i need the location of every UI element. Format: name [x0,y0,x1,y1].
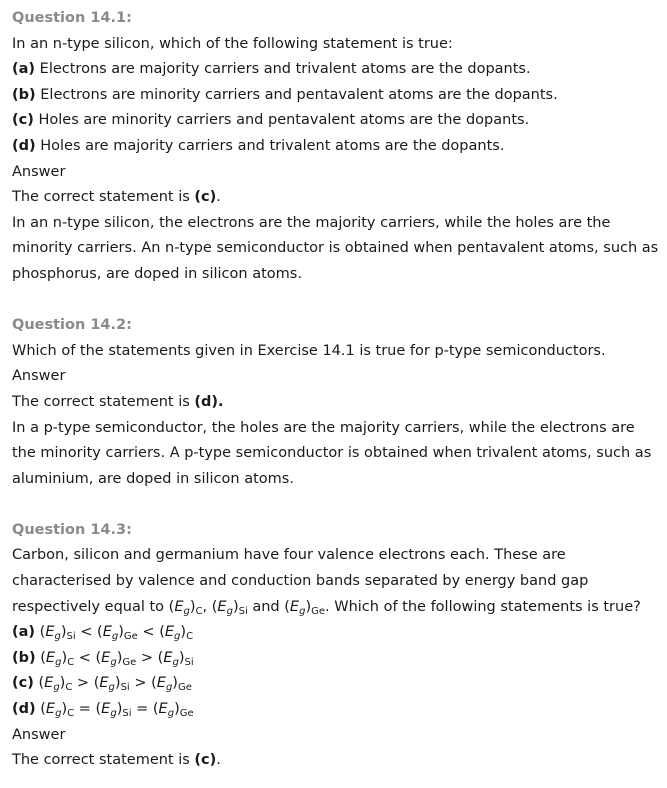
relation-operator: < [74,649,96,666]
option-label: (b) [12,649,36,666]
paren-close: ) [180,624,187,641]
energy-symbol: E [164,624,175,641]
correct-value: (d). [194,393,224,410]
paren-close: ) [114,675,121,692]
option-b [12,83,655,109]
gap-subscript: g [54,631,61,643]
element-subscript: Si [120,682,130,694]
question-heading: Question 14.1: [12,10,132,26]
text-fragment: respectively equal to [12,598,169,615]
question-text: In an n-type silicon, which of the following statement is true: [12,35,453,52]
gap-subscript: g [226,605,233,617]
answer-label: Answer [12,368,66,385]
option-c [12,108,655,134]
relation-operator: < [137,624,160,641]
paren-open: ( [40,701,46,718]
paren-open: ( [39,624,46,641]
gap-subscript: g [183,605,190,617]
paren-open: ( [40,649,46,666]
gap-subscript: g [174,631,181,643]
element-subscript: Ge [123,631,138,643]
paren-open: ( [284,598,290,615]
band-gap-carbon [159,624,194,643]
energy-symbol: E [289,598,300,615]
paren-close: ) [174,701,180,718]
band-gap-silicon [95,701,132,720]
paren-close: ) [59,675,66,692]
element-subscript: Si [238,605,248,617]
question-text: characterised by valence and conduction bands separated by energy band gap [12,573,589,590]
option-label: (d) [12,701,36,718]
text-fragment: and [247,598,285,615]
paren-open: ( [97,624,103,641]
band-gap-silicon [93,675,130,694]
band-gap-silicon [212,599,248,615]
correct-prefix: The correct statement is [12,393,195,410]
option-label: (b) [12,86,36,103]
question-14-1 [12,6,659,288]
answer-label: Answer [12,163,66,180]
relation-operator: > [72,675,94,692]
energy-symbol: E [156,675,166,692]
band-gap-silicon [39,624,76,643]
gap-subscript: g [110,708,117,720]
question-heading: Question 14.2: [12,317,132,334]
paren-close: ) [61,701,68,718]
text-fragment: , [202,598,212,615]
band-gap-germanium [97,624,138,643]
energy-symbol: E [163,649,173,666]
paren-close: ) [61,649,68,666]
paren-close: ) [189,598,196,615]
answer-label: Answer [12,726,66,743]
energy-symbol: E [45,649,56,666]
element-subscript: C [195,605,203,617]
element-subscript: C [67,656,75,668]
relation-operator: > [129,675,152,692]
gap-subscript: g [110,656,117,668]
option-text: Electrons are minority carriers and pentavalent atoms are the dopants. [35,86,558,103]
correct-suffix: . [216,189,221,206]
band-gap-carbon [40,701,75,720]
energy-symbol: E [102,624,112,641]
question-14-2 [12,313,655,492]
option-a [12,620,655,646]
question-text: Carbon, silicon and germanium have four valence electrons each. These are [12,547,566,564]
paren-open: ( [157,649,164,666]
gap-subscript: g [108,682,115,694]
question-heading: Question 14.3: [12,521,132,538]
paren-open: ( [152,701,159,718]
option-b [12,646,655,672]
option-d [12,697,655,723]
paren-close: ) [116,649,123,666]
paren-open: ( [38,675,45,692]
element-subscript: C [186,631,194,643]
gap-subscript: g [167,708,175,720]
relation-operator: > [136,649,158,666]
element-subscript: C [65,682,73,694]
correct-statement [12,185,655,211]
option-label: (c) [12,112,34,129]
correct-value: (c) [194,189,217,206]
element-subscript: Ge [122,656,137,668]
option-label: (a) [12,624,36,641]
gap-subscript: g [299,605,306,617]
gap-subscript: g [53,682,60,694]
energy-symbol: E [99,675,109,692]
option-text: Electrons are majority carriers and trivalent atoms are the dopants. [35,61,531,78]
gap-subscript: g [165,682,173,694]
gap-subscript: g [111,631,119,643]
band-gap-germanium [95,650,136,666]
energy-symbol: E [45,624,55,641]
correct-prefix: The correct statement is [12,189,195,206]
option-text: Holes are majority carriers and trivalent atoms are the dopants. [35,137,505,154]
question-14-3 [12,518,655,774]
paren-close: ) [118,624,124,641]
correct-statement [12,390,655,416]
explanation-line: minority carriers. An n-type semiconductor is obtained when pentavalent atoms, such as [12,240,659,257]
element-subscript: Si [122,708,132,720]
correct-prefix: The correct statement is [12,752,195,769]
energy-symbol: E [45,701,56,718]
relation-operator: < [75,624,98,641]
option-label: (d) [12,137,36,154]
paren-open: ( [168,598,175,615]
paren-open: ( [93,675,100,692]
paren-close: ) [232,598,239,615]
option-a [12,57,655,83]
element-subscript: Ge [311,605,326,617]
gap-subscript: g [55,656,62,668]
element-subscript: C [67,708,75,720]
explanation-line: the minority carriers. A p-type semiconductor is obtained when trivalent atoms, such as [12,445,652,462]
correct-suffix: . [216,752,221,769]
paren-close: ) [178,649,185,666]
question-text-bandgaps [12,595,655,621]
energy-symbol: E [101,649,111,666]
band-gap-carbon [169,599,203,615]
band-gap-carbon [40,650,74,666]
paren-open: ( [211,598,218,615]
section-spacer [12,492,655,518]
relation-operator: = [131,701,153,718]
gap-subscript: g [172,656,179,668]
element-subscript: Ge [179,708,194,720]
energy-symbol: E [101,701,111,718]
element-subscript: Ge [177,682,192,694]
question-text: Which of the statements given in Exercise 14.1 is true for p-type semiconductors. [12,342,606,359]
relation-operator: = [74,701,96,718]
gap-subscript: g [55,708,62,720]
paren-open: ( [95,701,102,718]
text-fragment: . Which of the following statements is true? [325,598,641,615]
correct-statement [12,748,655,774]
band-gap-germanium [152,701,194,720]
paren-close: ) [116,701,123,718]
energy-symbol: E [174,598,184,615]
band-gap-silicon [158,650,194,666]
option-label: (c) [12,675,34,692]
option-d [12,134,655,160]
band-gap-germanium [151,675,192,694]
paren-close: ) [305,598,312,615]
option-text: Holes are minority carriers and pentavalent atoms are the dopants. [33,112,530,129]
option-c [12,671,655,697]
section-spacer [12,288,655,314]
correct-value: (c) [194,752,217,769]
band-gap-carbon [38,675,73,694]
band-gap-germanium [284,599,325,615]
paren-open: ( [159,624,165,641]
energy-symbol: E [44,675,54,692]
option-label: (a) [12,61,36,78]
energy-symbol: E [158,701,168,718]
paren-open: ( [95,649,102,666]
energy-symbol: E [217,598,227,615]
paren-close: ) [60,624,67,641]
explanation-line: phosphorus, are doped in silicon atoms. [12,265,302,282]
explanation-line: In a p-type semiconductor, the holes are the majority carriers, while the electrons are [12,419,635,436]
element-subscript: Si [184,656,194,668]
paren-open: ( [151,675,157,692]
explanation-line: In an n-type silicon, the electrons are the majority carriers, while the holes are the [12,214,611,231]
paren-close: ) [172,675,178,692]
element-subscript: Si [66,631,76,643]
explanation-line: aluminium, are doped in silicon atoms. [12,470,294,487]
